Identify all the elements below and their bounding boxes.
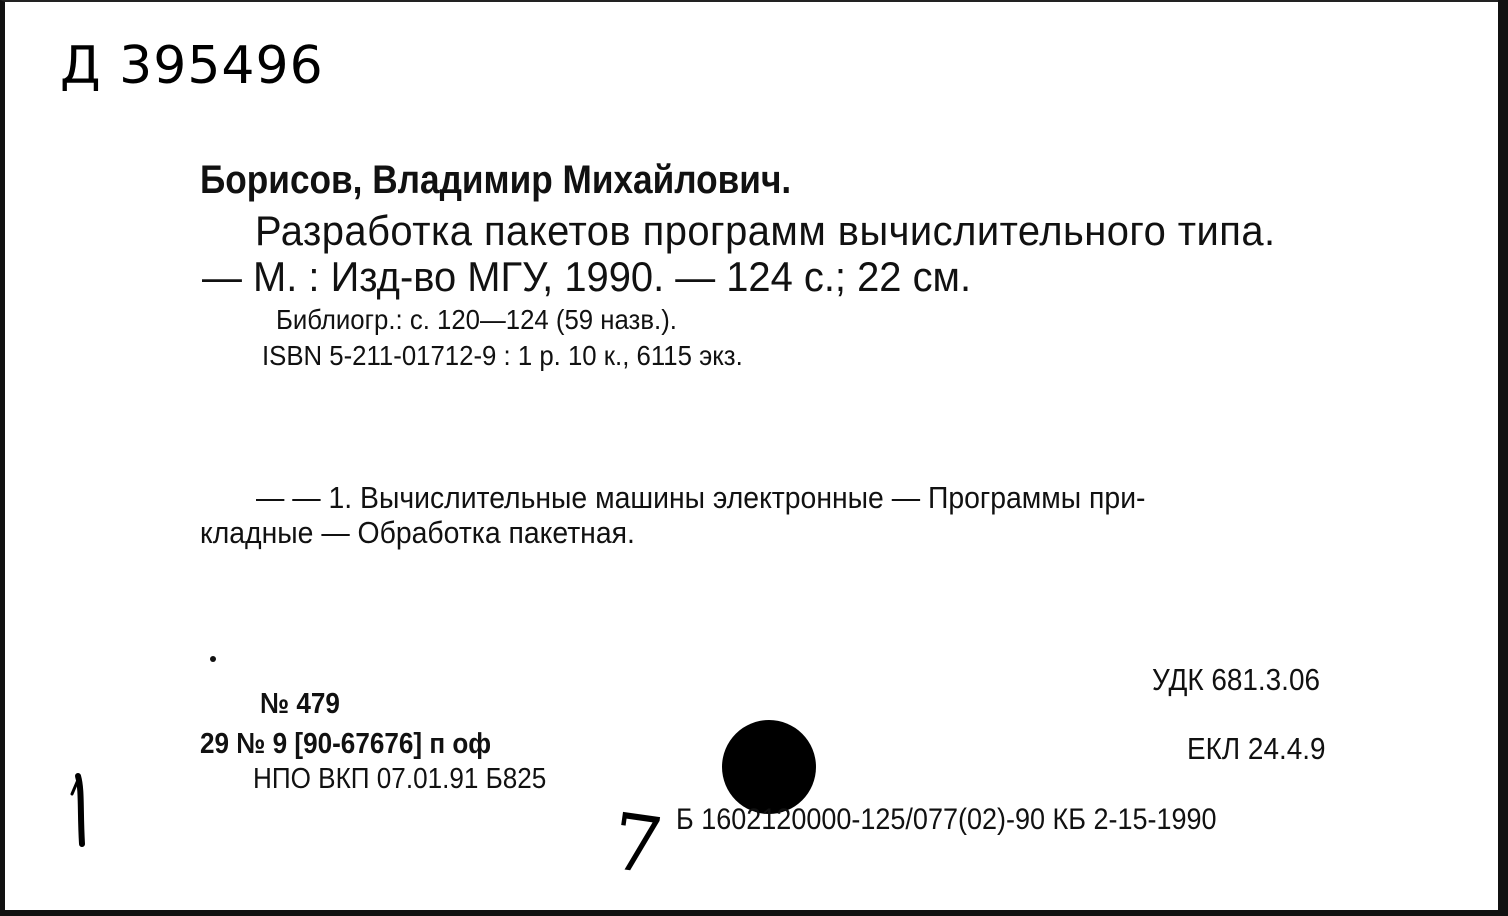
isbn-note: ISBN 5-211-01712-9 : 1 р. 10 к., 6115 экз. [262, 340, 743, 371]
margin-pencil-mark [64, 770, 94, 850]
author-heading: Борисов, Владимир Михайлович. [200, 158, 792, 202]
stray-mark [210, 656, 216, 662]
shelf-mark-handwritten [60, 36, 324, 96]
title-line: Разработка пакетов программ вычислительного типа. [255, 207, 1276, 254]
shelf-mark-text: Д 395496 [60, 36, 324, 96]
subjects-line-1: — — 1. Вычислительные машины электронные — Программы при- [256, 480, 1146, 515]
ekl-code: ЕКЛ 24.4.9 [1187, 731, 1326, 766]
order-number: № 479 [260, 688, 340, 720]
handwritten-digit-text: 7 [605, 796, 668, 894]
npo-line: НПО ВКП 07.01.91 Б825 [253, 763, 547, 795]
order-line: 29 № 9 [90-67676] п оф [200, 728, 492, 760]
punch-hole [722, 720, 816, 814]
card-edge-border [1498, 0, 1508, 916]
udk-code: УДК 681.3.06 [1152, 662, 1320, 697]
bottom-code: Б 1602120000-125/077(02)-90 КБ 2-15-1990 [676, 803, 1217, 836]
subjects-line-2: кладные — Обработка пакетная. [200, 515, 635, 550]
imprint-line: — М. : Изд-во МГУ, 1990. — 124 с.; 22 см. [202, 253, 972, 300]
bibliography-note: Библиогр.: с. 120—124 (59 назв.). [276, 304, 677, 335]
